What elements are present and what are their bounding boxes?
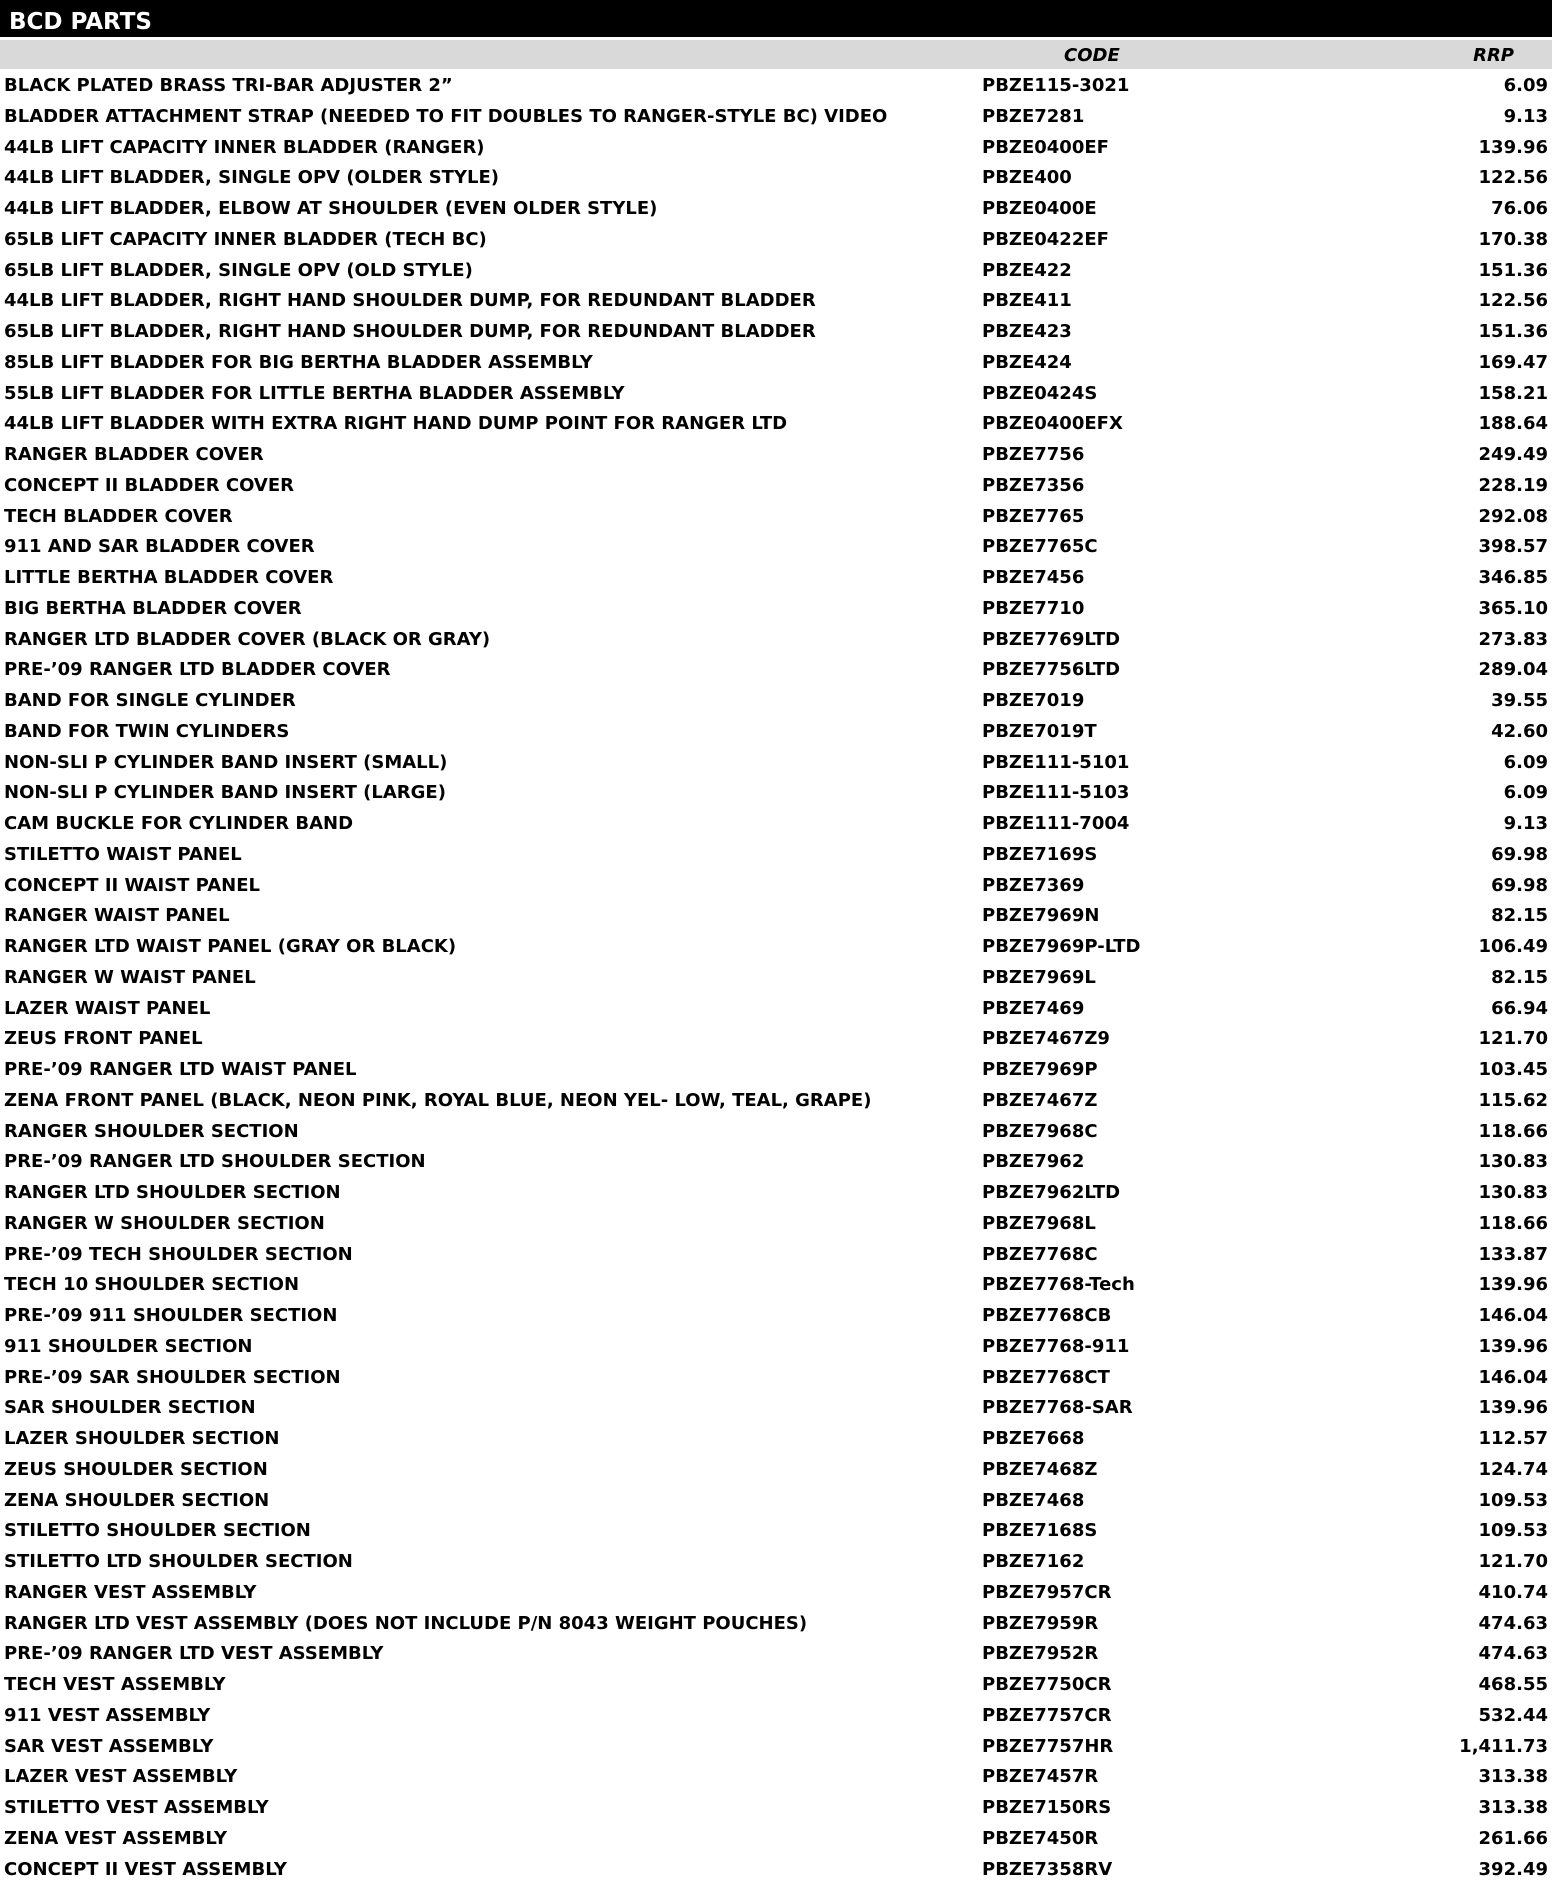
- table-row: [0, 1609, 1552, 1640]
- part-description: TECH 10 SHOULDER SECTION: [4, 1274, 300, 1296]
- table-row: [0, 348, 1552, 379]
- part-code: PBZE411: [982, 290, 1072, 312]
- part-description: RANGER LTD WAIST PANEL (GRAY OR BLACK): [4, 936, 457, 957]
- part-price: 42.60: [1491, 720, 1548, 742]
- part-description: RANGER LTD BLADDER COVER (BLACK OR GRAY): [4, 628, 491, 650]
- part-description: BAND FOR SINGLE CYLINDER: [4, 690, 296, 711]
- part-description: PRE-’09 RANGER LTD WAIST PANEL: [4, 1059, 357, 1080]
- part-price: 6.09: [1503, 782, 1548, 804]
- part-code: PBZE111-5101: [982, 751, 1130, 773]
- part-description: RANGER LTD VEST ASSEMBLY (DOES NOT INCLUDE P/N 8043 WEIGHT POUCHES): [4, 1612, 808, 1634]
- part-description: LAZER WAIST PANEL: [4, 997, 211, 1019]
- part-code: PBZE115-3021: [982, 75, 1130, 96]
- part-code: PBZE7768CB: [982, 1305, 1112, 1326]
- part-description: 44LB LIFT BLADDER WITH EXTRA RIGHT HAND DUMP POINT FOR RANGER LTD: [4, 413, 788, 435]
- part-price: 6.09: [1503, 751, 1548, 773]
- part-description: 65LB LIFT BLADDER, SINGLE OPV (OLD STYLE): [4, 259, 473, 281]
- part-code: PBZE0400E: [982, 198, 1097, 219]
- table-row: [0, 471, 1552, 502]
- table-row: [0, 778, 1552, 809]
- part-description: ZENA SHOULDER SECTION: [4, 1489, 270, 1511]
- part-code: PBZE111-5103: [982, 782, 1130, 804]
- column-header-rrp: RRP: [1473, 45, 1514, 66]
- part-price: 139.96: [1478, 1335, 1548, 1357]
- part-code: PBZE7768-Tech: [982, 1274, 1135, 1296]
- part-price: 112.57: [1478, 1428, 1548, 1449]
- table-row: [0, 1547, 1552, 1578]
- table-row: [0, 1639, 1552, 1670]
- part-price: 392.49: [1478, 1858, 1548, 1880]
- part-description: SAR VEST ASSEMBLY: [4, 1735, 214, 1757]
- part-code: PBZE7468: [982, 1489, 1085, 1511]
- part-code: PBZE7168S: [982, 1520, 1098, 1542]
- table-row: [0, 1701, 1552, 1732]
- sheet-title: BCD PARTS: [0, 0, 1552, 37]
- table-row: [0, 1117, 1552, 1148]
- part-description: ZENA VEST ASSEMBLY: [4, 1827, 228, 1849]
- part-code: PBZE7457R: [982, 1766, 1099, 1788]
- part-code: PBZE7952R: [982, 1643, 1099, 1665]
- table-row: [0, 932, 1552, 963]
- part-description: CONCEPT II VEST ASSEMBLY: [4, 1858, 287, 1880]
- table-row: [0, 286, 1552, 317]
- table-row: [0, 102, 1552, 133]
- part-code: PBZE7281: [982, 105, 1085, 127]
- part-code: PBZE7467Z: [982, 1089, 1098, 1111]
- part-code: PBZE7019T: [982, 720, 1097, 742]
- part-price: 468.55: [1478, 1674, 1548, 1695]
- part-description: 44LB LIFT BLADDER, SINGLE OPV (OLDER STYLE): [4, 167, 499, 189]
- part-description: RANGER BLADDER COVER: [4, 444, 264, 465]
- table-row: [0, 1270, 1552, 1301]
- part-price: 249.49: [1478, 444, 1548, 465]
- part-description: STILETTO VEST ASSEMBLY: [4, 1797, 269, 1818]
- part-price: 109.53: [1478, 1520, 1548, 1542]
- part-code: PBZE7469: [982, 997, 1085, 1019]
- table-row: [0, 1824, 1552, 1855]
- table-row: [0, 1301, 1552, 1332]
- part-price: 133.87: [1478, 1243, 1548, 1265]
- part-price: 124.74: [1478, 1458, 1548, 1480]
- part-code: PBZE7356: [982, 474, 1085, 496]
- part-price: 1,411.73: [1459, 1735, 1548, 1757]
- part-price: 115.62: [1478, 1089, 1548, 1111]
- part-description: STILETTO LTD SHOULDER SECTION: [4, 1551, 353, 1572]
- part-price: 69.98: [1491, 843, 1548, 865]
- part-description: CAM BUCKLE FOR CYLINDER BAND: [4, 813, 354, 834]
- part-description: LAZER VEST ASSEMBLY: [4, 1766, 238, 1788]
- table-row: [0, 994, 1552, 1025]
- part-description: RANGER LTD SHOULDER SECTION: [4, 1182, 341, 1203]
- table-row: [0, 71, 1552, 102]
- table-row: [0, 901, 1552, 932]
- part-code: PBZE7768-911: [982, 1335, 1130, 1357]
- part-code: PBZE7768-SAR: [982, 1397, 1133, 1419]
- part-price: 118.66: [1478, 1212, 1548, 1234]
- table-row: [0, 1793, 1552, 1824]
- part-price: 130.83: [1478, 1151, 1548, 1173]
- part-code: PBZE7968L: [982, 1212, 1096, 1234]
- part-description: STILETTO SHOULDER SECTION: [4, 1520, 311, 1542]
- part-description: LITTLE BERTHA BLADDER COVER: [4, 567, 334, 588]
- part-code: PBZE7765: [982, 505, 1085, 527]
- part-description: RANGER W WAIST PANEL: [4, 966, 256, 988]
- part-price: 410.74: [1478, 1581, 1548, 1603]
- part-description: RANGER SHOULDER SECTION: [4, 1120, 299, 1142]
- part-price: 121.70: [1478, 1028, 1548, 1050]
- part-code: PBZE7668: [982, 1428, 1085, 1449]
- part-description: 44LB LIFT BLADDER, RIGHT HAND SHOULDER DUMP, FOR REDUNDANT BLADDER: [4, 290, 816, 312]
- column-header-row: [0, 40, 1552, 69]
- part-description: CONCEPT II WAIST PANEL: [4, 874, 260, 896]
- table-row: [0, 1855, 1552, 1886]
- part-description: BLACK PLATED BRASS TRI-BAR ADJUSTER 2”: [4, 75, 453, 96]
- part-description: 44LB LIFT CAPACITY INNER BLADDER (RANGER): [4, 136, 485, 158]
- part-code: PBZE7962: [982, 1151, 1085, 1173]
- table-row: [0, 1516, 1552, 1547]
- part-description: ZEUS SHOULDER SECTION: [4, 1458, 268, 1480]
- part-price: 474.63: [1478, 1643, 1548, 1665]
- part-code: PBZE7162: [982, 1551, 1085, 1572]
- part-price: 273.83: [1478, 628, 1548, 650]
- part-price: 118.66: [1478, 1120, 1548, 1142]
- part-price: 261.66: [1478, 1827, 1548, 1849]
- part-code: PBZE7768C: [982, 1243, 1098, 1265]
- part-price: 158.21: [1478, 382, 1548, 404]
- table-row: [0, 163, 1552, 194]
- part-description: PRE-’09 RANGER LTD BLADDER COVER: [4, 659, 391, 681]
- part-code: PBZE7757HR: [982, 1735, 1114, 1757]
- part-price: 313.38: [1478, 1766, 1548, 1788]
- table-row: [0, 717, 1552, 748]
- table-row: [0, 440, 1552, 471]
- part-price: 228.19: [1478, 474, 1548, 496]
- part-code: PBZE7969L: [982, 966, 1096, 988]
- part-price: 82.15: [1491, 966, 1548, 988]
- part-price: 289.04: [1478, 659, 1548, 681]
- table-row: [0, 625, 1552, 656]
- part-code: PBZE7450R: [982, 1827, 1099, 1849]
- table-row: [0, 1332, 1552, 1363]
- table-row: [0, 317, 1552, 348]
- part-price: 66.94: [1491, 997, 1548, 1019]
- part-code: PBZE400: [982, 167, 1072, 189]
- part-price: 146.04: [1478, 1366, 1548, 1388]
- part-price: 106.49: [1478, 936, 1548, 957]
- part-description: 85LB LIFT BLADDER FOR BIG BERTHA BLADDER ASSEMBLY: [4, 351, 593, 373]
- part-price: 139.96: [1478, 136, 1548, 158]
- table-row: [0, 1486, 1552, 1517]
- part-description: 911 VEST ASSEMBLY: [4, 1704, 211, 1726]
- part-code: PBZE7757CR: [982, 1704, 1112, 1726]
- table-row: [0, 686, 1552, 717]
- part-description: PRE-’09 SAR SHOULDER SECTION: [4, 1366, 341, 1388]
- table-row: [0, 871, 1552, 902]
- part-code: PBZE7467Z9: [982, 1028, 1110, 1050]
- part-code: PBZE7756LTD: [982, 659, 1121, 681]
- table-row: [0, 1178, 1552, 1209]
- part-code: PBZE424: [982, 351, 1072, 373]
- part-code: PBZE7962LTD: [982, 1182, 1121, 1203]
- table-row: [0, 502, 1552, 533]
- part-price: 188.64: [1478, 413, 1548, 435]
- table-row: [0, 1670, 1552, 1701]
- part-price: 146.04: [1478, 1305, 1548, 1326]
- part-code: PBZE422: [982, 259, 1072, 281]
- table-row: [0, 1393, 1552, 1424]
- table-row: [0, 225, 1552, 256]
- part-description: SAR SHOULDER SECTION: [4, 1397, 256, 1419]
- part-description: STILETTO WAIST PANEL: [4, 843, 242, 865]
- part-code: PBZE7968C: [982, 1120, 1098, 1142]
- table-row: [0, 1363, 1552, 1394]
- part-price: 170.38: [1478, 228, 1548, 250]
- table-row: [0, 1762, 1552, 1793]
- part-description: NON-SLI P CYLINDER BAND INSERT (SMALL): [4, 751, 448, 773]
- table-row: [0, 1086, 1552, 1117]
- part-price: 151.36: [1478, 321, 1548, 342]
- table-row: [0, 563, 1552, 594]
- part-code: PBZE7468Z: [982, 1458, 1098, 1480]
- table-row: [0, 963, 1552, 994]
- part-price: 82.15: [1491, 905, 1548, 927]
- part-description: TECH BLADDER COVER: [4, 505, 233, 527]
- part-price: 130.83: [1478, 1182, 1548, 1203]
- part-code: PBZE0400EF: [982, 136, 1109, 158]
- table-row: [0, 194, 1552, 225]
- part-code: PBZE7150RS: [982, 1797, 1112, 1818]
- part-price: 9.13: [1503, 105, 1548, 127]
- part-price: 109.53: [1478, 1489, 1548, 1511]
- part-code: PBZE7456: [982, 567, 1085, 588]
- part-code: PBZE7969P-LTD: [982, 936, 1141, 957]
- part-description: 65LB LIFT CAPACITY INNER BLADDER (TECH BC): [4, 228, 487, 250]
- part-description: BLADDER ATTACHMENT STRAP (NEEDED TO FIT DOUBLES TO RANGER-STYLE BC) VIDEO: [4, 105, 888, 127]
- part-description: 55LB LIFT BLADDER FOR LITTLE BERTHA BLADDER ASSEMBLY: [4, 382, 625, 404]
- part-price: 346.85: [1478, 567, 1548, 588]
- part-description: ZENA FRONT PANEL (BLACK, NEON PINK, ROYAL BLUE, NEON YEL- LOW, TEAL, GRAPE): [4, 1089, 872, 1111]
- table-row: [0, 1024, 1552, 1055]
- part-description: RANGER VEST ASSEMBLY: [4, 1581, 257, 1603]
- part-code: PBZE423: [982, 321, 1072, 342]
- part-code: PBZE7959R: [982, 1612, 1099, 1634]
- part-description: PRE-’09 RANGER LTD VEST ASSEMBLY: [4, 1643, 384, 1665]
- part-code: PBZE7019: [982, 690, 1085, 711]
- table-row: [0, 1147, 1552, 1178]
- part-price: 69.98: [1491, 874, 1548, 896]
- part-description: RANGER WAIST PANEL: [4, 905, 230, 927]
- column-header-code: CODE: [1064, 45, 1120, 66]
- part-price: 139.96: [1478, 1274, 1548, 1296]
- part-description: PRE-’09 TECH SHOULDER SECTION: [4, 1243, 353, 1265]
- part-price: 39.55: [1491, 690, 1548, 711]
- part-code: PBZE0400EFX: [982, 413, 1123, 435]
- parts-table-body: [0, 71, 1552, 1885]
- part-description: RANGER W SHOULDER SECTION: [4, 1212, 325, 1234]
- table-row: [0, 133, 1552, 164]
- part-price: 474.63: [1478, 1612, 1548, 1634]
- part-code: PBZE7358RV: [982, 1858, 1113, 1880]
- part-price: 6.09: [1503, 75, 1548, 96]
- part-code: PBZE0422EF: [982, 228, 1109, 250]
- table-row: [0, 1732, 1552, 1763]
- part-description: BAND FOR TWIN CYLINDERS: [4, 720, 290, 742]
- table-row: [0, 1455, 1552, 1486]
- part-price: 76.06: [1491, 198, 1548, 219]
- part-code: PBZE7756: [982, 444, 1085, 465]
- part-code: PBZE7969P: [982, 1059, 1098, 1080]
- part-price: 122.56: [1478, 290, 1548, 312]
- part-code: PBZE7769LTD: [982, 628, 1121, 650]
- part-price: 122.56: [1478, 167, 1548, 189]
- part-price: 139.96: [1478, 1397, 1548, 1419]
- part-code: PBZE0424S: [982, 382, 1098, 404]
- part-description: 911 SHOULDER SECTION: [4, 1335, 253, 1357]
- part-code: PBZE7765C: [982, 536, 1098, 558]
- part-description: PRE-’09 RANGER LTD SHOULDER SECTION: [4, 1151, 426, 1173]
- part-price: 103.45: [1478, 1059, 1548, 1080]
- part-price: 313.38: [1478, 1797, 1548, 1818]
- part-description: PRE-’09 911 SHOULDER SECTION: [4, 1305, 338, 1326]
- part-price: 169.47: [1478, 351, 1548, 373]
- table-row: [0, 840, 1552, 871]
- part-price: 532.44: [1478, 1704, 1548, 1726]
- part-price: 121.70: [1478, 1551, 1548, 1572]
- table-row: [0, 809, 1552, 840]
- part-code: PBZE111-7004: [982, 813, 1130, 834]
- part-code: PBZE7750CR: [982, 1674, 1112, 1695]
- part-description: CONCEPT II BLADDER COVER: [4, 474, 295, 496]
- part-description: 911 AND SAR BLADDER COVER: [4, 536, 315, 558]
- part-description: TECH VEST ASSEMBLY: [4, 1674, 226, 1695]
- part-price: 292.08: [1478, 505, 1548, 527]
- part-code: PBZE7969N: [982, 905, 1100, 927]
- table-row: [0, 748, 1552, 779]
- table-row: [0, 1424, 1552, 1455]
- table-row: [0, 409, 1552, 440]
- part-description: LAZER SHOULDER SECTION: [4, 1428, 280, 1449]
- part-description: 65LB LIFT BLADDER, RIGHT HAND SHOULDER DUMP, FOR REDUNDANT BLADDER: [4, 321, 816, 342]
- part-code: PBZE7169S: [982, 843, 1098, 865]
- table-row: [0, 379, 1552, 410]
- part-price: 398.57: [1478, 536, 1548, 558]
- table-row: [0, 655, 1552, 686]
- part-description: BIG BERTHA BLADDER COVER: [4, 597, 302, 619]
- table-row: [0, 532, 1552, 563]
- part-description: NON-SLI P CYLINDER BAND INSERT (LARGE): [4, 782, 446, 804]
- table-row: [0, 1578, 1552, 1609]
- part-price: 9.13: [1503, 813, 1548, 834]
- table-row: [0, 594, 1552, 625]
- table-row: [0, 256, 1552, 287]
- table-row: [0, 1055, 1552, 1086]
- part-code: PBZE7710: [982, 597, 1085, 619]
- part-description: ZEUS FRONT PANEL: [4, 1028, 203, 1050]
- table-row: [0, 1240, 1552, 1271]
- part-code: PBZE7768CT: [982, 1366, 1110, 1388]
- part-price: 151.36: [1478, 259, 1548, 281]
- part-code: PBZE7957CR: [982, 1581, 1112, 1603]
- part-price: 365.10: [1478, 597, 1548, 619]
- part-code: PBZE7369: [982, 874, 1085, 896]
- table-row: [0, 1209, 1552, 1240]
- part-description: 44LB LIFT BLADDER, ELBOW AT SHOULDER (EVEN OLDER STYLE): [4, 198, 658, 219]
